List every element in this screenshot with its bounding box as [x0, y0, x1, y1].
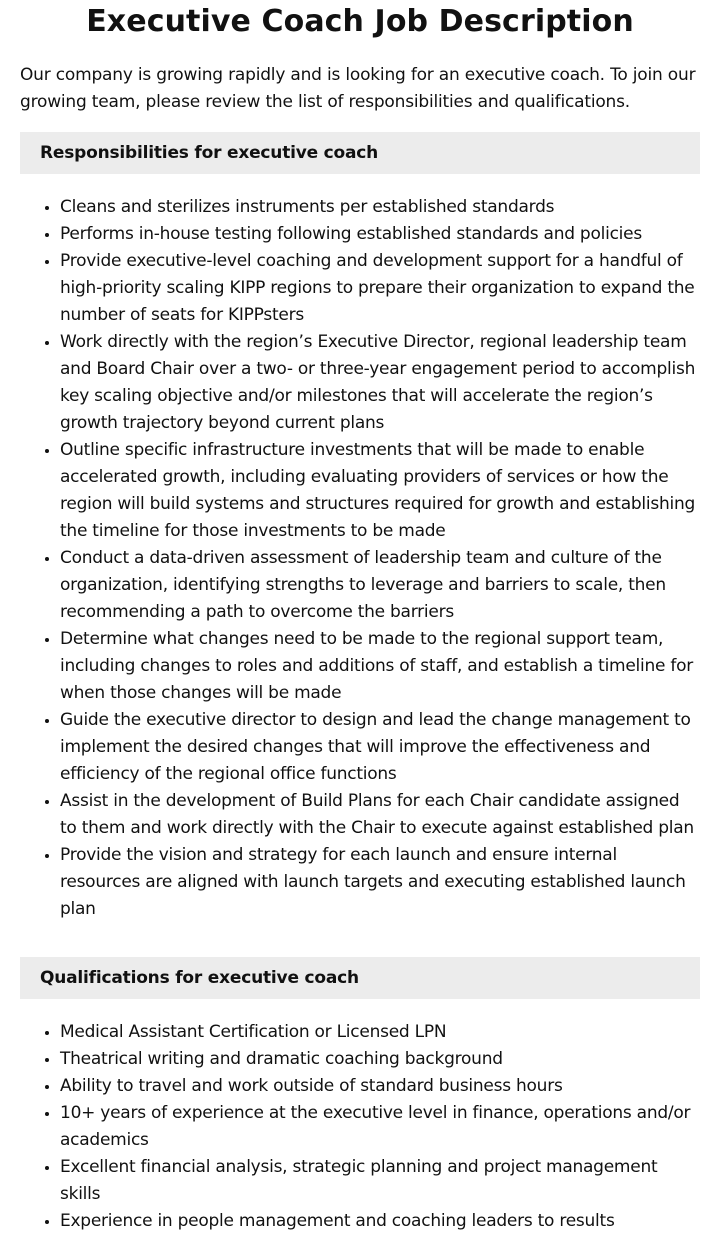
list-item: • Performs in-house testing following established standards and policies [60, 221, 700, 248]
intro-paragraph: Our company is growing rapidly and is looking for an executive coach. To join our growing team, please review the list of responsibilities and qualifications. [20, 65, 696, 112]
section-spacer [20, 923, 700, 941]
list-item: • Theatrical writing and dramatic coaching background [60, 1046, 700, 1073]
page-title: Executive Coach Job Description [86, 4, 634, 39]
responsibilities-list [20, 194, 700, 923]
list-item: • Excellent financial analysis, strategic planning and project management skills [60, 1154, 700, 1208]
list-item: • Cleans and sterilizes instruments per established standards [60, 194, 700, 221]
list-item: • Determine what changes need to be made to the regional support team, including changes to roles and additions of staff, and establish a timeline for when those changes will be made [60, 626, 700, 707]
list-item: • Work directly with the region’s Executive Director, regional leadership team and Board Chair over a two- or three-year engagement period to accomplish key scaling objective and/or milestones that will accelerate the region’s growth trajectory beyond current plans [60, 329, 700, 437]
list-item: • Provide executive-level coaching and development support for a handful of high-priority scaling KIPP regions to prepare their organization to expand the number of seats for KIPPsters [60, 248, 700, 329]
list-item: • Outline specific infrastructure investments that will be made to enable accelerated growth, including evaluating providers of services or how the region will build systems and structures required for growth and establishing the timeline for those investments to be made [60, 437, 700, 545]
list-item: • Ability to travel and work outside of standard business hours [60, 1073, 700, 1100]
list-item: • Guide the executive director to design and lead the change management to implement the desired changes that will improve the effectiveness and efficiency of the regional office functions [60, 707, 700, 788]
qualifications-list [20, 1019, 700, 1235]
list-item: • Conduct a data-driven assessment of leadership team and culture of the organization, identifying strengths to leverage and barriers to scale, then recommending a path to overcome the barriers [60, 545, 700, 626]
list-item: • Medical Assistant Certification or Licensed LPN [60, 1019, 700, 1046]
list-item: • Provide the vision and strategy for each launch and ensure internal resources are aligned with launch targets and executing established launch plan [60, 842, 700, 923]
qualifications-heading: Qualifications for executive coach [20, 957, 700, 999]
list-item: • Assist in the development of Build Plans for each Chair candidate assigned to them and work directly with the Chair to execute against established plan [60, 788, 700, 842]
list-item: • Experience in people management and coaching leaders to results [60, 1208, 700, 1235]
responsibilities-heading: Responsibilities for executive coach [20, 132, 700, 174]
list-item: • 10+ years of experience at the executive level in finance, operations and/or academics [60, 1100, 700, 1154]
